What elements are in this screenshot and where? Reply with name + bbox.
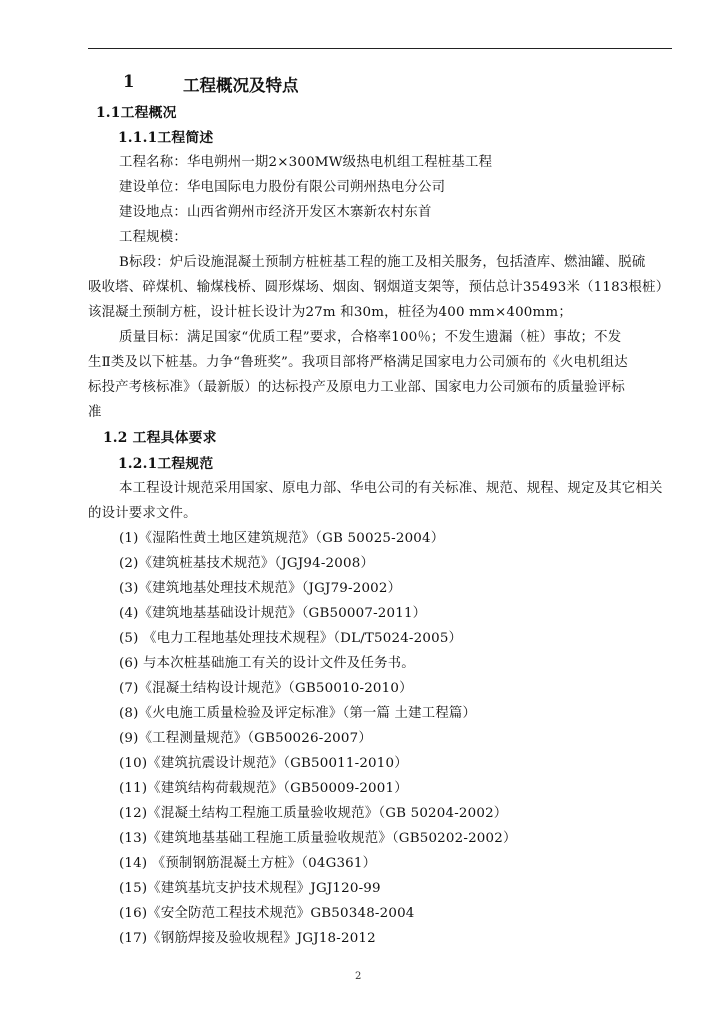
standard-item: (8)《火电施工质量检验及评定标准》（第一篇 土建工程篇） xyxy=(119,706,477,721)
section-1-1-title: 1.1工程概况 xyxy=(96,105,177,121)
standard-item: (9)《工程测量规范》（GB50026-2007） xyxy=(119,731,372,746)
section-1-2-title: 1.2 工程具体要求 xyxy=(103,430,217,446)
standard-item: (11)《建筑结构荷载规范》（GB50009-2001） xyxy=(119,781,408,796)
standard-item: (6) 与本次桩基础施工有关的设计文件及任务书。 xyxy=(119,656,415,671)
page-number: 2 xyxy=(355,971,362,982)
standard-item: (17)《钢筋焊接及验收规程》JGJ18-2012 xyxy=(119,931,376,946)
quality-line: 质量目标：满足国家“优质工程”要求，合格率100％；不发生遗漏（桩）事故；不发 xyxy=(119,330,622,345)
standard-item: (13)《建筑地基基础工程施工质量验收规范》（GB50202-2002） xyxy=(119,831,517,846)
project-name: 工程名称：华电朔州一期2×300MW级热电机组工程桩基工程 xyxy=(119,155,493,170)
intro-line: 本工程设计规范采用国家、原电力部、华电公司的有关标准、规范、规程、规定及其它相关 xyxy=(119,481,663,496)
section-1-2-1-title: 1.2.1工程规范 xyxy=(118,456,214,472)
heading-number: 1 xyxy=(123,72,135,91)
standard-item: (12)《混凝土结构工程施工质量验收规范》（GB 50204-2002） xyxy=(119,806,508,821)
standard-item: (16)《安全防范工程技术规范》GB50348-2004 xyxy=(119,906,415,921)
standard-item: (3)《建筑地基处理技术规范》（JGJ79-2002） xyxy=(119,581,402,596)
scale-label: 工程规模： xyxy=(119,230,187,245)
scale-line: 吸收塔、碎煤机、输煤栈桥、圆形煤场、烟囱、钢烟道支架等，预估总计35493米（1183根桩） xyxy=(88,280,670,295)
quality-line: 准 xyxy=(88,405,102,420)
standard-item: (7)《混凝土结构设计规范》（GB50010-2010） xyxy=(119,681,413,696)
header-rule xyxy=(88,48,672,49)
standard-item: (2)《建筑桩基技术规范》（JGJ94-2008） xyxy=(119,556,375,571)
scale-line: B标段：炉后设施混凝土预制方桩桩基工程的施工及相关服务，包括渣库、燃油罐、脱硫 xyxy=(119,255,646,270)
standard-item: (4)《建筑地基基础设计规范》（GB50007-2011） xyxy=(119,606,427,621)
standard-item: (14) 《预制钢筋混凝土方桩》（04G361） xyxy=(119,856,377,871)
heading-title: 工程概况及特点 xyxy=(183,76,299,95)
quality-line: 生Ⅱ类及以下桩基。力争“鲁班奖”。我项目部将严格满足国家电力公司颁布的《火电机组达 xyxy=(88,355,628,370)
scale-line: 该混凝土预制方桩，设计桩长设计为27m 和30m，桩径为400 mm×400mm； xyxy=(88,305,572,320)
standard-item: (5) 《电力工程地基处理技术规程》（DL/T5024-2005） xyxy=(119,631,463,646)
builder: 建设单位：华电国际电力股份有限公司朔州热电分公司 xyxy=(119,180,446,195)
section-1-1-1-title: 1.1.1工程简述 xyxy=(118,130,214,146)
standard-item: (1)《湿陷性黄土地区建筑规范》（GB 50025-2004） xyxy=(119,531,445,546)
location: 建设地点：山西省朔州市经济开发区木寨新农村东首 xyxy=(119,205,432,220)
quality-line: 标投产考核标准》（最新版）的达标投产及原电力工业部、国家电力公司颁布的质量验评标 xyxy=(88,380,625,395)
standard-item: (10)《建筑抗震设计规范》（GB50011-2010） xyxy=(119,756,408,771)
standard-item: (15)《建筑基坑支护技术规程》JGJ120-99 xyxy=(119,881,381,896)
intro-line: 的设计要求文件。 xyxy=(88,506,197,521)
